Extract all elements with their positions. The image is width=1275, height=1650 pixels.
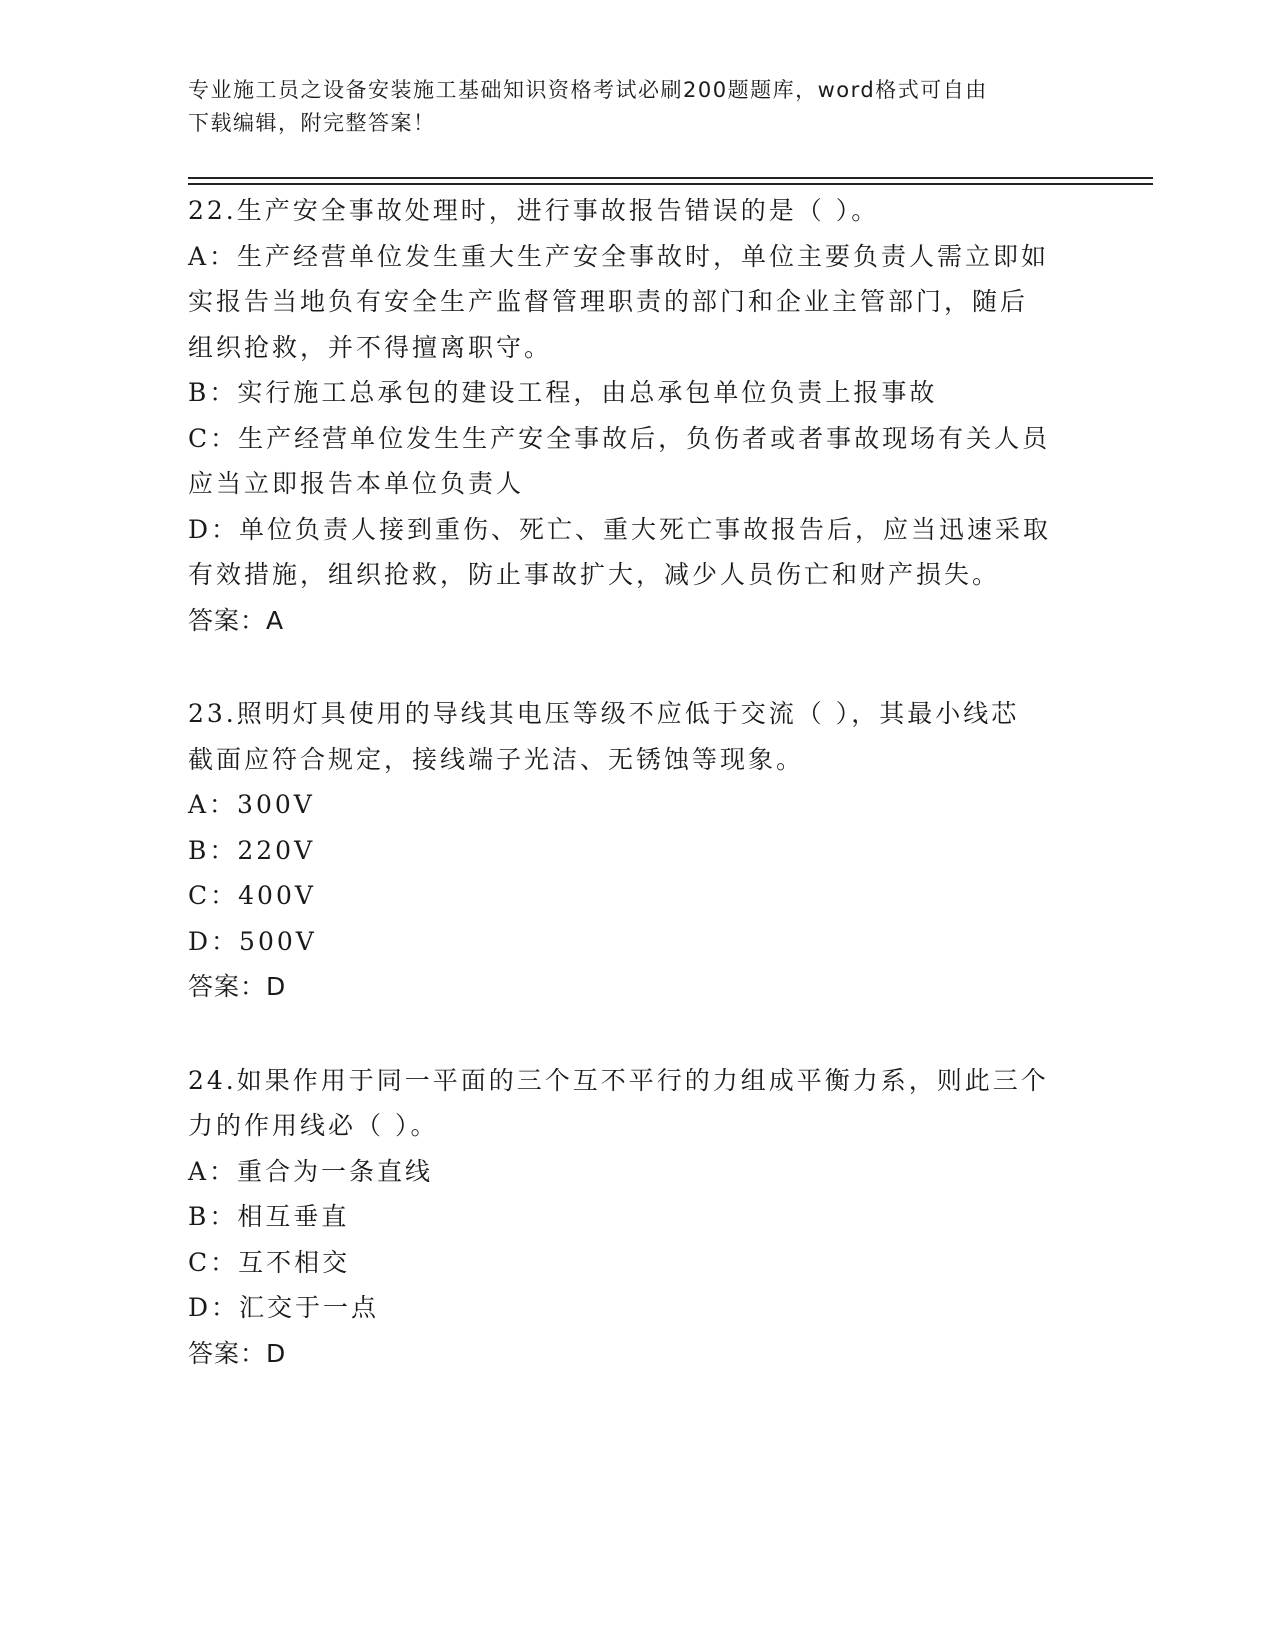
question-stem: 22.生产安全事故处理时，进行事故报告错误的是（ ）。 — [188, 196, 880, 225]
header-divider-bottom — [188, 183, 1153, 185]
option-text: C：400V — [188, 881, 316, 910]
answer-label: 答案：A — [188, 605, 285, 635]
header-divider-top — [188, 177, 1153, 179]
option-text: 应当立即报告本单位负责人 — [188, 469, 525, 498]
option-text: D：500V — [188, 926, 317, 956]
option-text: C：互不相交 — [188, 1247, 351, 1277]
option-a[interactable] — [188, 1149, 1088, 1195]
option-text: A：生产经营单位发生重大生产安全事故时，单位主要负责人需立即如 — [188, 241, 1050, 271]
option-a[interactable] — [188, 782, 1088, 828]
question-22 — [188, 188, 1088, 643]
option-text: 实报告当地负有安全生产监督管理职责的部门和企业主管部门，随后 — [188, 287, 1029, 316]
question-stem: 截面应符合规定，接线端子光洁、无锈蚀等现象。 — [188, 744, 805, 774]
option-d[interactable] — [188, 919, 1088, 965]
option-d[interactable] — [188, 1285, 1088, 1331]
option-b[interactable] — [188, 828, 1088, 874]
answer-label: 答案：D — [188, 1338, 287, 1368]
answer-label: 答案：D — [188, 972, 287, 1001]
option-text: B：实行施工总承包的建设工程，由总承包单位负责上报事故 — [188, 378, 938, 407]
document-header — [188, 74, 1088, 140]
option-text: 有效措施，组织抢救，防止事故扩大，减少人员伤亡和财产损失。 — [188, 560, 1001, 589]
question-stem: 23.照明灯具使用的导线其电压等级不应低于交流（ ），其最小线芯 — [188, 699, 1020, 728]
question-23 — [188, 691, 1088, 1010]
option-text: B：220V — [188, 835, 316, 865]
option-b[interactable] — [188, 370, 1088, 416]
question-stem: 力的作用线必（ ）。 — [188, 1111, 439, 1140]
option-c[interactable] — [188, 873, 1088, 919]
option-text: A：重合为一条直线 — [188, 1156, 434, 1186]
header-line-1: 专业施工员之设备安装施工基础知识资格考试必刷200题题库，word格式可自由 — [188, 78, 988, 102]
question-24 — [188, 1058, 1088, 1377]
header-line-2: 下载编辑，附完整答案！ — [188, 111, 436, 135]
question-stem: 24.如果作用于同一平面的三个互不平行的力组成平衡力系，则此三个 — [188, 1065, 1049, 1095]
option-text: D：汇交于一点 — [188, 1293, 380, 1322]
option-text: B：相互垂直 — [188, 1202, 350, 1231]
option-a[interactable] — [188, 234, 1088, 371]
question-list — [188, 188, 1088, 1424]
option-c[interactable] — [188, 416, 1088, 507]
option-text: A：300V — [188, 790, 315, 819]
option-text: C：生产经营单位发生生产安全事故后，负伤者或者事故现场有关人员 — [188, 423, 1051, 453]
option-text: 组织抢救，并不得擅离职守。 — [188, 332, 553, 362]
option-d[interactable] — [188, 507, 1088, 598]
option-text: D：单位负责人接到重伤、死亡、重大死亡事故报告后，应当迅速采取 — [188, 514, 1052, 544]
option-b[interactable] — [188, 1194, 1088, 1240]
option-c[interactable] — [188, 1240, 1088, 1286]
